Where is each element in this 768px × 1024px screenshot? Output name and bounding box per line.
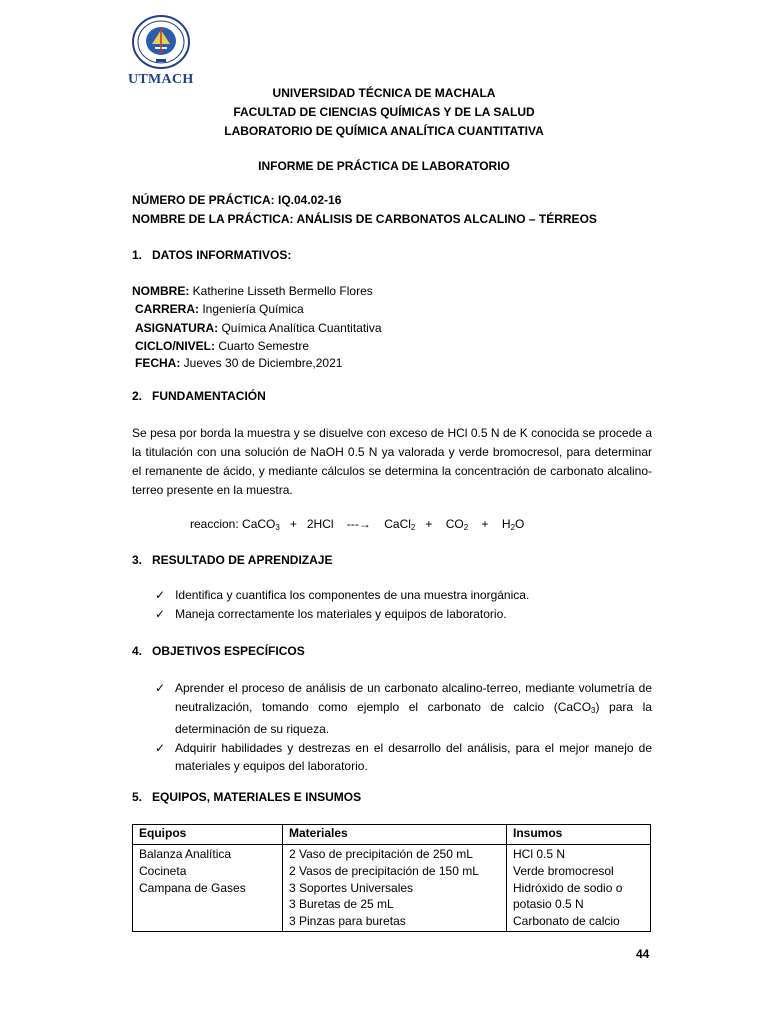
info-ciclo — [135, 339, 309, 353]
sub-2: 2 — [410, 523, 416, 532]
objetivo-text: Adquirir habilidades y destrezas en el desarrollo del análisis, para el mejor manejo de materiales y equipos del laboratorio. — [175, 740, 652, 773]
cell-line: 3 Pinzas para buretas — [289, 914, 406, 929]
cell-line: Verde bromocresol — [513, 863, 614, 878]
check-icon: ✓ — [155, 740, 166, 755]
objetivo-1-b: ) para la determinación de su riqueza. — [175, 699, 652, 736]
section-2-heading: 2. FUNDAMENTACIÓN — [132, 389, 266, 403]
product-cacl: CaCl — [384, 517, 411, 531]
list-item — [155, 607, 507, 621]
insumos-cell — [507, 845, 651, 932]
reaction-arrow: ---→ — [346, 517, 371, 531]
value-carrera: Ingeniería Química — [199, 302, 304, 316]
list-item — [155, 588, 529, 602]
cell-line: 3 Buretas de 25 mL — [289, 897, 394, 912]
label-carrera: CARRERA: — [135, 302, 199, 316]
cell-line: Hidróxido de sodio o — [513, 880, 623, 895]
plus-sign: + — [481, 517, 489, 531]
logo-wordmark: UTMACH — [128, 72, 194, 87]
practice-name: NOMBRE DE LA PRÁCTICA: ANÁLISIS DE CARBONATOS ALCALINO – TÉRREOS — [132, 212, 597, 226]
label-asignatura: ASIGNATURA: — [135, 321, 219, 335]
label-nombre: NOMBRE: — [132, 284, 190, 298]
fundamentacion-text: Se pesa por borda la muestra y se disuelve con exceso de HCl 0.5 N de K conocida se procede a la titulación con una solución de NaOH 0.5 N ya valorada y verde bromocresol, para determinar el remanente de ácido, y mediante cálculos se determina la concentración de carbonato alcalino- — [132, 426, 652, 478]
seal-icon — [130, 14, 194, 70]
table-row — [133, 845, 651, 932]
table-header-row — [133, 825, 651, 845]
cell-line: potasio 0.5 N — [513, 897, 584, 912]
sub-2: 2 — [510, 523, 516, 532]
page-number: 44 — [636, 947, 650, 961]
check-icon: ✓ — [155, 681, 166, 695]
section-1-heading: 1. DATOS INFORMATIVOS: — [132, 248, 292, 262]
list-item — [155, 739, 652, 776]
cell-line: Cocineta — [139, 863, 187, 878]
sub-3: 3 — [275, 523, 280, 532]
objetivos-list — [155, 679, 652, 776]
label-ciclo: CICLO/NIVEL: — [135, 339, 215, 353]
sub-2: 2 — [463, 523, 469, 532]
equipment-table — [132, 824, 651, 932]
product-h: H — [501, 517, 511, 531]
reaction-prefix: reaccion: CaCO — [190, 517, 276, 531]
cell-line: Campana de Gases — [139, 880, 246, 895]
resultado-text: Maneja correctamente los materiales y equipos de laboratorio. — [175, 607, 507, 621]
product-co: CO — [445, 517, 464, 531]
cell-line: 2 Vaso de precipitación de 250 mL — [289, 847, 473, 861]
info-fecha — [135, 356, 342, 370]
info-asignatura — [135, 321, 382, 335]
cell-line: 3 Soportes Universales — [289, 880, 414, 895]
info-carrera — [135, 302, 304, 316]
column-header: Materiales — [283, 825, 507, 845]
report-title: INFORME DE PRÁCTICA DE LABORATORIO — [258, 159, 510, 173]
check-icon: ✓ — [155, 607, 166, 621]
laboratory-name: LABORATORIO DE QUÍMICA ANALÍTICA CUANTITATIVA — [224, 124, 544, 138]
materiales-cell — [283, 845, 507, 932]
value-fecha: Jueves 30 de Diciembre,2021 — [180, 356, 343, 370]
value-ciclo: Cuarto Semestre — [215, 339, 310, 353]
cell-line: Balanza Analítica — [139, 847, 232, 861]
product-o: O — [515, 517, 525, 531]
plus-sign: + — [425, 517, 433, 531]
sub-3: 3 — [591, 705, 596, 715]
objetivo-text — [175, 679, 652, 739]
resultado-text: Identifica y cuantifica los componentes de una muestra inorgánica. — [175, 588, 530, 602]
label-fecha: FECHA: — [135, 356, 181, 370]
cell-line: Carbonato de calcio — [513, 914, 620, 929]
plus-sign: + — [289, 517, 297, 531]
faculty-name: FACULTAD DE CIENCIAS QUÍMICAS Y DE LA SALUD — [233, 105, 535, 119]
section-3-heading: 3. RESULTADO DE APRENDIZAJE — [132, 553, 333, 567]
equipos-cell — [133, 845, 283, 932]
list-item — [155, 679, 652, 739]
cell-line: 2 Vasos de precipitación de 150 mL — [289, 863, 479, 878]
fundamentacion-paragraph — [132, 424, 652, 500]
section-4-heading: 4. OBJETIVOS ESPECÍFICOS — [132, 644, 305, 658]
check-icon: ✓ — [155, 588, 166, 602]
chemical-reaction — [190, 517, 524, 532]
value-asignatura: Química Analítica Cuantitativa — [218, 321, 382, 335]
university-name: UNIVERSIDAD TÉCNICA DE MACHALA — [272, 86, 496, 100]
objetivo-1-a: Aprender el proceso de análisis de un carbonato alcalino-terreo, mediante volumetría de neutralización, tomando como ejemplo el carbonato de calcio (CaCO — [175, 681, 652, 714]
practice-number: NÚMERO DE PRÁCTICA: IQ.04.02-16 — [132, 193, 342, 207]
fundamentacion-last-line: terreo presente en la muestra. — [132, 483, 293, 497]
column-header: Insumos — [507, 825, 651, 845]
reactant-hcl: 2HCl — [306, 517, 334, 531]
info-nombre — [132, 284, 373, 298]
section-5-heading: 5. EQUIPOS, MATERIALES E INSUMOS — [132, 790, 362, 804]
column-header: Equipos — [133, 825, 283, 845]
university-logo — [128, 14, 198, 88]
value-nombre: Katherine Lisseth Bermello Flores — [189, 284, 373, 298]
cell-line: HCl 0.5 N — [513, 847, 566, 861]
